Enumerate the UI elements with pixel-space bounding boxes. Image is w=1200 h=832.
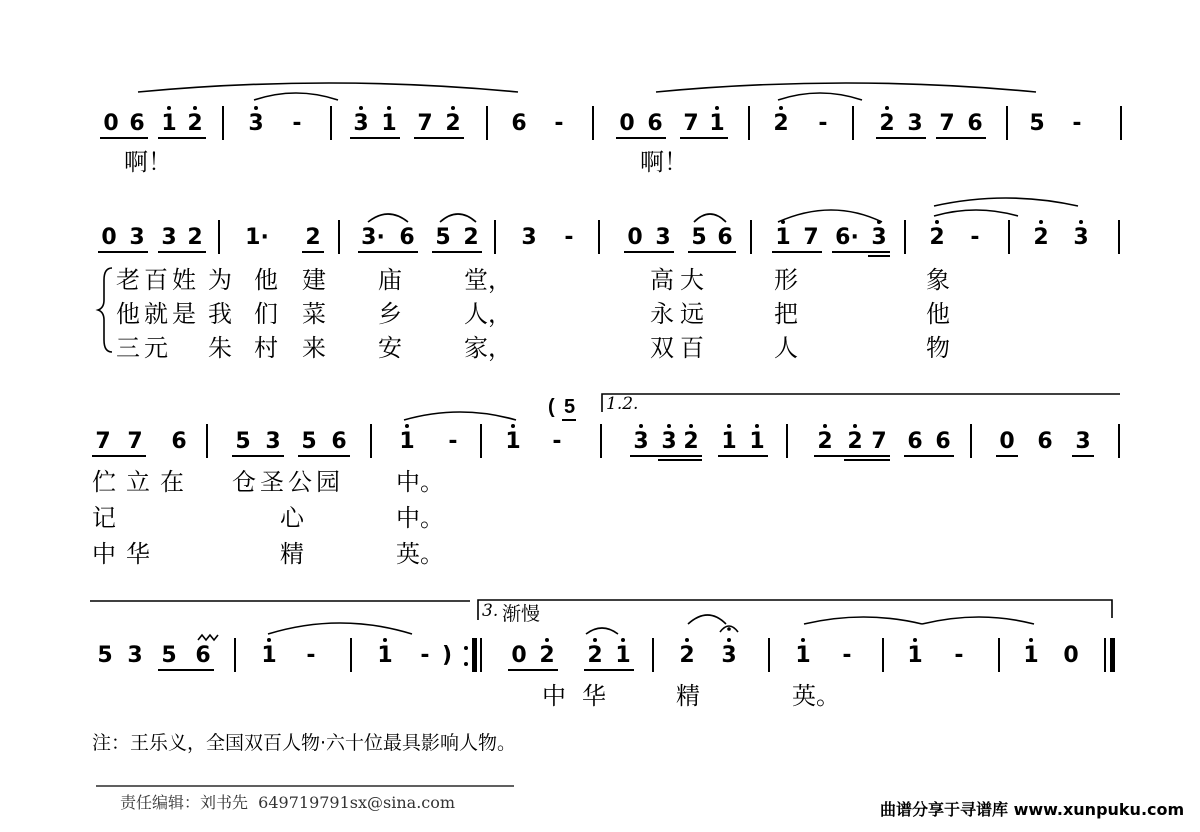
octave-dot [193, 106, 197, 110]
octave-dot [781, 220, 785, 224]
slur [440, 214, 476, 222]
note: 3 [633, 429, 649, 454]
note: 1 [907, 643, 923, 668]
lyric: 他就是 [116, 300, 200, 328]
note: 1 [1023, 643, 1039, 668]
octave-dot [935, 220, 939, 224]
note: - [842, 643, 852, 668]
note: 7 [939, 111, 955, 136]
note: 3 [248, 111, 264, 136]
bar-line [786, 424, 788, 458]
note: 1· [245, 225, 269, 250]
lyric: 堂， [464, 266, 512, 294]
bar-line [1118, 424, 1120, 458]
note: 5 [1029, 111, 1045, 136]
slur [254, 93, 338, 100]
bar-line [592, 106, 594, 140]
bar-line [998, 638, 1000, 672]
bar-line [1104, 638, 1106, 672]
note: 3 [353, 111, 369, 136]
note: 3 [129, 225, 145, 250]
bar-line [494, 220, 496, 254]
fermata [720, 626, 738, 632]
bar-line [206, 424, 208, 458]
note: - [818, 111, 828, 136]
octave-dot [545, 638, 549, 642]
note: 6 [1037, 429, 1053, 454]
final-bar [1110, 638, 1115, 672]
octave-dot [913, 638, 917, 642]
lyric: 记 [92, 504, 116, 532]
repeat-end-bar [472, 638, 477, 672]
note: 2 [463, 225, 479, 250]
lyric: 村 [254, 334, 278, 362]
beam [814, 455, 890, 457]
note: - [1072, 111, 1082, 136]
octave-dot [1029, 638, 1033, 642]
lyric: 中华 [92, 540, 160, 568]
note: 6 [647, 111, 663, 136]
octave-dot [727, 424, 731, 428]
bar-line [370, 424, 372, 458]
lyric: 菜 [302, 300, 326, 328]
octave-dot [405, 424, 409, 428]
lyric: 象 [926, 266, 950, 294]
beam [832, 251, 890, 253]
bar-line [852, 106, 854, 140]
note: 2 [847, 429, 863, 454]
note: 6 [399, 225, 415, 250]
note: 0 [101, 225, 117, 250]
volta-bracket [602, 394, 1120, 412]
octave-dot [823, 424, 827, 428]
beam [350, 137, 400, 139]
paren-close: ) [441, 643, 453, 668]
slur [804, 617, 922, 624]
beam [432, 251, 482, 253]
slur [934, 198, 1078, 206]
verse-brace [98, 268, 112, 352]
note: 1 [775, 225, 791, 250]
bar-line [750, 220, 752, 254]
slur [694, 214, 726, 222]
beam [624, 251, 674, 253]
octave-dot [359, 106, 363, 110]
beam [98, 251, 148, 253]
beam [584, 669, 634, 671]
beam [92, 455, 146, 457]
note: 5 [691, 225, 707, 250]
bar-line [1118, 220, 1120, 254]
note: - [970, 225, 980, 250]
note: 7 [417, 111, 433, 136]
note: 2 [929, 225, 945, 250]
note: 6 [129, 111, 145, 136]
note: 3 [661, 429, 677, 454]
volta-bracket [478, 600, 1112, 620]
lyric: 英。 [396, 540, 444, 568]
lyric: 乡 [378, 300, 402, 328]
bar-line [218, 220, 220, 254]
beam [718, 455, 768, 457]
note: - [292, 111, 302, 136]
bar-line [1120, 106, 1122, 140]
note: 5 [435, 225, 451, 250]
lyric: 建 [302, 266, 326, 294]
beam [358, 251, 418, 253]
bar-line [598, 220, 600, 254]
lyric: 英。 [792, 682, 840, 710]
editor-credit: 责任编辑：刘书先 649719791sx@sina.com [120, 793, 456, 812]
note: 6 [171, 429, 187, 454]
note: - [420, 643, 430, 668]
beam [936, 137, 986, 139]
note: 3 [1075, 429, 1091, 454]
bar-line [1008, 220, 1010, 254]
slur [778, 210, 882, 222]
volta-label: 3. [482, 601, 499, 621]
note: 3 [127, 643, 143, 668]
lyric: 伫立在 [92, 468, 194, 496]
lyric: 庙 [378, 266, 402, 294]
lyric: 中。 [396, 504, 444, 532]
note: 6 [935, 429, 951, 454]
octave-dot [779, 106, 783, 110]
bar-line [882, 638, 884, 672]
fermata-dot [727, 627, 731, 631]
lyric: 中。 [396, 468, 444, 496]
note: 1 [709, 111, 725, 136]
lyric: 精 [676, 682, 700, 710]
octave-dot [254, 106, 258, 110]
octave-dot [801, 638, 805, 642]
note: - [306, 643, 316, 668]
slur [778, 93, 862, 100]
beam [772, 251, 822, 253]
note: 5 [235, 429, 251, 454]
lyric: 永远 [650, 300, 710, 328]
lyric: 啊！ [124, 148, 172, 176]
note: 2 [683, 429, 699, 454]
octave-dot [451, 106, 455, 110]
note: 2 [773, 111, 789, 136]
slur [404, 412, 516, 420]
beam [868, 255, 890, 257]
bar-line [480, 638, 482, 672]
repeat-dot [464, 662, 468, 666]
beam [302, 251, 324, 253]
bar-line [480, 424, 482, 458]
beam [658, 459, 702, 461]
beam [562, 419, 576, 421]
ornament [198, 635, 218, 640]
beam [298, 455, 350, 457]
lyric: 物 [926, 334, 950, 362]
beam [844, 459, 890, 461]
note: 6 [967, 111, 983, 136]
octave-dot [593, 638, 597, 642]
bar-line [1006, 106, 1008, 140]
lyric: 高大 [650, 266, 710, 294]
beam [876, 137, 926, 139]
note: 1 [399, 429, 415, 454]
slur [656, 83, 1036, 92]
note: 5 [97, 643, 113, 668]
note: 0 [103, 111, 119, 136]
octave-dot [685, 638, 689, 642]
note: 5 [161, 643, 177, 668]
beam [680, 137, 728, 139]
note: 0 [1063, 643, 1079, 668]
note: - [448, 429, 458, 454]
octave-dot [853, 424, 857, 428]
note: 2 [879, 111, 895, 136]
bar-line [904, 220, 906, 254]
lyric: 人 [774, 334, 798, 362]
bar-line [338, 220, 340, 254]
note: 3 [907, 111, 923, 136]
note: 0 [999, 429, 1015, 454]
beam [414, 137, 464, 139]
note: 3 [521, 225, 537, 250]
beam [158, 669, 214, 671]
lyric: 啊！ [640, 148, 688, 176]
note: 0 [627, 225, 643, 250]
bar-line [748, 106, 750, 140]
note: 2 [305, 225, 321, 250]
bar-line [970, 424, 972, 458]
lyric: 们 [254, 300, 278, 328]
lyric: 心 [280, 504, 304, 532]
note: 3· [361, 225, 385, 250]
octave-dot [727, 638, 731, 642]
slur [138, 83, 518, 92]
note: 1 [721, 429, 737, 454]
note: 1 [377, 643, 393, 668]
lyric: 他 [926, 300, 950, 328]
beam [232, 455, 284, 457]
note: 6 [331, 429, 347, 454]
lyric: 安 [378, 334, 402, 362]
bar-line [234, 638, 236, 672]
volta-label: 1.2. [606, 394, 639, 414]
octave-dot [639, 424, 643, 428]
note: 3 [871, 225, 887, 250]
lyric: 家， [464, 334, 512, 362]
note: 7 [683, 111, 699, 136]
note: 0 [619, 111, 635, 136]
beam [1072, 455, 1094, 457]
note: 1 [161, 111, 177, 136]
note: 2 [445, 111, 461, 136]
bar-line [652, 638, 654, 672]
bar-line [330, 106, 332, 140]
bar-line [600, 424, 602, 458]
octave-dot [1079, 220, 1083, 224]
note: 1 [749, 429, 765, 454]
note: 6· [835, 225, 859, 250]
beam [688, 251, 736, 253]
octave-dot [885, 106, 889, 110]
note: 6 [511, 111, 527, 136]
note: 6 [195, 643, 211, 668]
beam [158, 251, 206, 253]
note: 2 [587, 643, 603, 668]
octave-dot [715, 106, 719, 110]
bar-line [486, 106, 488, 140]
note: 2 [1033, 225, 1049, 250]
note: 7 [127, 429, 143, 454]
note: 3 [721, 643, 737, 668]
note: 2 [539, 643, 555, 668]
octave-dot [877, 220, 881, 224]
note: 6 [717, 225, 733, 250]
note: - [554, 111, 564, 136]
slur [922, 617, 1034, 624]
octave-dot [267, 638, 271, 642]
octave-dot [689, 424, 693, 428]
octave-dot [387, 106, 391, 110]
slur [688, 615, 726, 624]
octave-dot [167, 106, 171, 110]
note: 3 [655, 225, 671, 250]
note: 6 [907, 429, 923, 454]
beam [158, 137, 206, 139]
lyric: 精 [280, 540, 304, 568]
slur [934, 210, 1018, 216]
note: - [954, 643, 964, 668]
octave-dot [511, 424, 515, 428]
beam [616, 137, 666, 139]
bar-line [350, 638, 352, 672]
note: 7 [95, 429, 111, 454]
lyric: 形 [774, 266, 798, 294]
slur [368, 214, 408, 222]
bar-line [222, 106, 224, 140]
paren-open: ( [548, 396, 555, 418]
note: 3 [161, 225, 177, 250]
note: 7 [871, 429, 887, 454]
lyric: 老百姓 [116, 266, 200, 294]
lyric: 把 [774, 300, 798, 328]
beam [508, 669, 558, 671]
octave-dot [621, 638, 625, 642]
note: 1 [505, 429, 521, 454]
lyric: 双百 [650, 334, 710, 362]
lyric: 他 [254, 266, 278, 294]
note: 1 [795, 643, 811, 668]
note: 1 [381, 111, 397, 136]
note: 5 [564, 396, 576, 418]
note: 1 [261, 643, 277, 668]
note: 3 [1073, 225, 1089, 250]
lyric: 中华 [542, 682, 622, 710]
octave-dot [667, 424, 671, 428]
beam [630, 455, 702, 457]
note: 5 [301, 429, 317, 454]
note: 7 [803, 225, 819, 250]
lyric: 我 [208, 300, 232, 328]
beam [100, 137, 148, 139]
lyric: 三元 [116, 334, 172, 362]
slur [586, 628, 618, 634]
note: 2 [817, 429, 833, 454]
note: - [564, 225, 574, 250]
note: 1 [615, 643, 631, 668]
beam [904, 455, 954, 457]
octave-dot [755, 424, 759, 428]
lyric: 朱 [208, 334, 232, 362]
lyric: 仓圣公园 [232, 468, 344, 496]
note: 2 [187, 111, 203, 136]
beam [996, 455, 1018, 457]
note: - [552, 429, 562, 454]
lyric: 来 [302, 334, 326, 362]
footnote: 注：王乐义，全国双百人物·六十位最具影响人物。 [92, 732, 517, 754]
bar-line [768, 638, 770, 672]
octave-dot [383, 638, 387, 642]
octave-dot [1039, 220, 1043, 224]
lyric: 为 [208, 266, 232, 294]
site-credit: 曲谱分享于寻谱库 www.xunpuku.com [880, 800, 1185, 819]
slur [268, 623, 412, 634]
note: 2 [679, 643, 695, 668]
note: 3 [265, 429, 281, 454]
repeat-dot [464, 646, 468, 650]
lyric: 人， [464, 300, 512, 328]
tempo-marking: 渐慢 [502, 603, 541, 625]
note: 2 [187, 225, 203, 250]
note: 0 [511, 643, 527, 668]
